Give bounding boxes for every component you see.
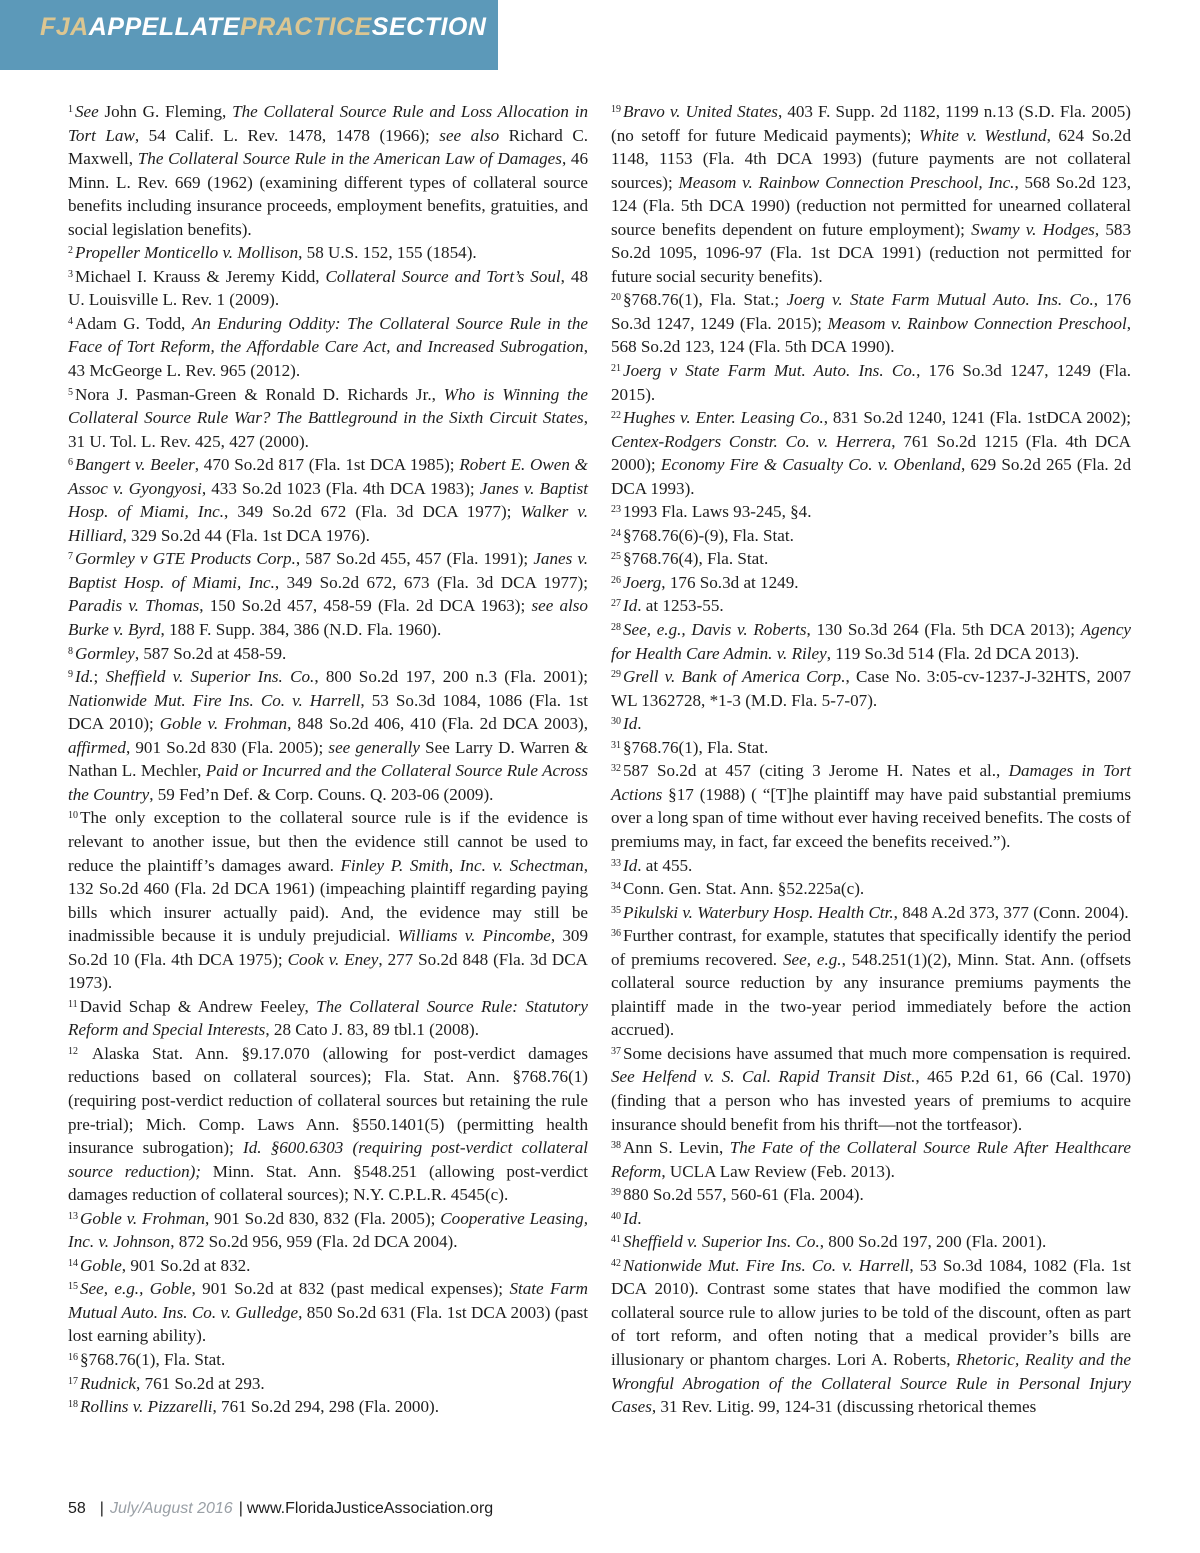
- footnote-text: , 568 So.2d 123, 124 (Fla. 5th DCA 1990) (reduction not permitted for unearned collateral source benefits dependent on future employment);: [611, 172, 1131, 239]
- footnote-text: . at 455.: [637, 855, 693, 875]
- footnote-text: , 583 So.2d 1095, 1096-97 (Fla. 1st DCA 1991) (reduction not permitted for future social security benefits).: [611, 219, 1131, 286]
- footnote-italic-text: State Farm Mutual Auto. Ins. Co. v. Gulledge: [68, 1279, 588, 1322]
- footnote-italic-text: Goble v. Frohman: [80, 1208, 206, 1228]
- footnote-italic-text: White v. Westlund: [918, 125, 1047, 145]
- footnote-text: §768.76(1), Fla. Stat.;: [623, 290, 787, 310]
- footnote-italic-text: Rhetoric, Reality and the Wrongful Abrogation of the Collateral Source Rule in Personal Injury Cases: [611, 1349, 1132, 1417]
- footnote-text: , 176 So.3d 1247, 1249 (Fla. 2015);: [611, 290, 1131, 333]
- footnote-number: 36: [611, 928, 621, 940]
- footnote-italic-text: Nationwide Mut. Fire Ins. Co. v. Harrell: [68, 690, 361, 710]
- footnote-text: , 850 So.2d 631 (Fla. 1st DCA 2003) (past lost earning ability).: [68, 1302, 588, 1346]
- footnote-italic-text: Collateral Source and Tort’s Soul: [325, 266, 561, 286]
- footnote-italic-text: Cook v. Eney: [287, 949, 379, 969]
- footnote-number: 9: [68, 669, 73, 681]
- footnote-italic-text: Paradis v. Thomas: [68, 596, 200, 616]
- footnote-text: , 48 U. Louisville L. Rev. 1 (2009).: [68, 266, 588, 310]
- footnote-italic-text: Measom v. Rainbow Connection Preschool, Inc.: [678, 172, 1015, 192]
- footnote-text: , 58 U.S. 152, 155 (1854).: [298, 243, 477, 263]
- footnote: [611, 618, 1131, 665]
- footnote: [611, 1183, 1131, 1207]
- footnote-number: 41: [611, 1234, 621, 1246]
- footnote-text: , 800 So.2d 197, 200 n.3 (Fla. 2001);: [314, 667, 589, 687]
- footnote: [611, 100, 1131, 288]
- footnote-number: 29: [611, 669, 621, 681]
- footnote-italic-text: Goble: [80, 1255, 122, 1275]
- footnote-italic-text: See, e.g., Davis v. Roberts: [623, 620, 807, 640]
- footnote-text: Minn. Stat. Ann. §548.251 (allowing post-verdict damages reduction of collateral sources); N.Y. C.P.L.R. 4545(c).: [68, 1161, 588, 1205]
- footnote: [611, 1207, 1131, 1231]
- footnote-number: 14: [68, 1257, 78, 1269]
- footnote: [611, 901, 1131, 925]
- footnote-text: , 470 So.2d 817 (Fla. 1st DCA 1985);: [194, 455, 460, 475]
- footnote-number: 22: [611, 410, 621, 422]
- footnote-text: John G. Fleming,: [98, 102, 233, 121]
- footnote-text: See Larry D. Warren & Nathan L. Mechler,: [68, 737, 588, 781]
- footnote-number: 13: [68, 1210, 78, 1222]
- footnote-italic-text: Id.: [75, 667, 94, 687]
- footnote-number: 34: [611, 881, 621, 893]
- footnote: [611, 406, 1131, 500]
- footnote-text: Nora J. Pasman-Green & Ronald D. Richards Jr.,: [75, 384, 444, 404]
- section-title-practice: PRACTICE: [240, 13, 372, 41]
- footnote-number: 37: [611, 1045, 621, 1057]
- footnote: [68, 1277, 588, 1348]
- footnote-text: , 848 So.2d 406, 410 (Fla. 2d DCA 2003),: [287, 714, 589, 734]
- footnote-italic-text: Robert E. Owen & Assoc v. Gyongyosi: [68, 455, 588, 498]
- footnote-italic-text: Sheffield v. Superior Ins. Co.: [105, 667, 315, 687]
- footnote-italic-text: Rollins v. Pizzarelli: [80, 1397, 213, 1417]
- footnote-text: 587 So.2d at 457 (citing 3 Jerome H. Nates et al.,: [623, 761, 1009, 781]
- footnote-italic-text: Paid or Incurred and the Collateral Source Rule Across the Country: [68, 761, 588, 804]
- footnote-italic-text: Gormley v GTE Products Corp.: [75, 549, 296, 569]
- footnote-text: , 28 Cato J. 83, 89 tbl.1 (2008).: [265, 1020, 480, 1040]
- footnote: [611, 547, 1131, 571]
- footnote-text: §768.76(6)-(9), Fla. Stat.: [623, 525, 794, 545]
- footnote-number: 7: [68, 551, 73, 563]
- footnote-text: §768.76(1), Fla. Stat.: [623, 737, 769, 757]
- footnote-italic-text: Id. §600.6303 (requiring post-verdict collateral source reduction);: [68, 1138, 588, 1181]
- footnote-text: Alaska Stat. Ann. §9.17.070 (allowing for post-verdict damages reductions based on collateral sources); Fla. Stat. Ann. §768.76(1) (requiring post-verdict reduction of collateral sources but retaining the rule pre-trial); Mich. Comp. Laws Ann. §550.1401(5) (permitting health insurance subrogation);: [68, 1043, 588, 1158]
- footnote-italic-text: Nationwide Mut. Fire Ins. Co. v. Harrell: [623, 1255, 910, 1275]
- footnote-italic-text: Hughes v. Enter. Leasing Co.: [623, 408, 824, 428]
- footnote-text: , 901 So.2d at 832 (past medical expenses);: [191, 1279, 510, 1299]
- footnote-text: , 848 A.2d 373, 377 (Conn. 2004).: [893, 902, 1129, 922]
- footnote-text: , 31 U. Tol. L. Rev. 425, 427 (2000).: [68, 408, 588, 451]
- footnote-text: Richard C. Maxwell,: [68, 125, 588, 169]
- footnote-italic-text: Goble v. Frohman: [159, 714, 288, 734]
- footnote-italic-text: Pikulski v. Waterbury Hosp. Health Ctr.: [623, 902, 894, 922]
- footnote-italic-text: affirmed: [68, 737, 126, 757]
- footnote-text: .: [637, 1208, 642, 1228]
- footnote: [68, 312, 588, 383]
- footnote-text: Some decisions have assumed that much more compensation is required.: [623, 1043, 1131, 1063]
- footnote-italic-text: Finley P. Smith, Inc. v. Schectman: [340, 855, 584, 875]
- footnote-text: , 119 So.3d 514 (Fla. 2d DCA 2013).: [826, 643, 1080, 663]
- footnote: [611, 594, 1131, 618]
- footnote-number: 40: [611, 1210, 621, 1222]
- footnote-number: 4: [68, 315, 73, 327]
- footnote: [68, 100, 588, 241]
- footnote-italic-text: Agency for Health Care Admin. v. Riley: [611, 620, 1131, 663]
- footnote-italic-text: Williams v. Pincombe: [397, 926, 551, 946]
- footnote-text: , 433 So.2d 1023 (Fla. 4th DCA 1983);: [201, 478, 480, 498]
- footnote: [611, 500, 1131, 524]
- footnote: [68, 665, 588, 806]
- footnote-text: , 31 Rev. Litig. 99, 124-31 (discussing rhetorical themes: [651, 1397, 1037, 1417]
- footnote: [611, 665, 1131, 712]
- footnote-text: ;: [93, 667, 106, 687]
- footnote-text: , 349 So.2d 672, 673 (Fla. 3d DCA 1977);: [274, 572, 588, 592]
- footnotes-left-column: [68, 100, 588, 1419]
- footnote-text: , 568 So.2d 123, 124 (Fla. 5th DCA 1990).: [611, 313, 1131, 357]
- footnote-text: , 629 So.2d 265 (Fla. 2d DCA 1993).: [611, 455, 1132, 498]
- footnote-text: Further contrast, for example, statutes that specifically identify the period of premiums recovered.: [611, 926, 1131, 969]
- footnote-number: 20: [611, 292, 621, 304]
- footnote: [611, 524, 1131, 548]
- footnote-number: 26: [611, 574, 621, 586]
- footnote: [611, 359, 1131, 406]
- footnote-italic-text: Janes v. Baptist Hosp. of Miami, Inc.: [68, 549, 589, 592]
- footnote-number: 42: [611, 1257, 621, 1269]
- footnote-italic-text: see also: [439, 125, 500, 145]
- section-title-fja: FJA: [40, 13, 89, 41]
- footnote-text: , 277 So.2d 848 (Fla. 3d DCA 1973).: [68, 949, 588, 993]
- footnote-text: , 761 So.2d 294, 298 (Fla. 2000).: [212, 1397, 439, 1417]
- footnote-text: , 46 Minn. L. Rev. 669 (1962) (examining different types of collateral source benefits including insurance proceeds, employment benefits, gratuities, and social legislation benefits).: [68, 149, 589, 239]
- footnote: [68, 1395, 588, 1419]
- footnote: [68, 1254, 588, 1278]
- footnote-number: 16: [68, 1351, 78, 1363]
- footnote-text: , 132 So.2d 460 (Fla. 2d DCA 1961) (impeaching plaintiff regarding paying bills which insurer actually paid). And, the evidence may still be inadmissible because it is unduly prejudicial.: [68, 855, 588, 946]
- footnote-number: 31: [611, 739, 621, 751]
- footnote-number: 32: [611, 763, 621, 775]
- footnote-text: , 761 So.2d 1215 (Fla. 4th DCA 2000);: [611, 431, 1131, 475]
- footnote-number: 33: [611, 857, 621, 869]
- footnote-text: , 465 P.2d 61, 66 (Cal. 1970) (finding that a person who has invested years of premiums to acquire insurance should benefit from his thrift—not the tortfeasor).: [611, 1067, 1131, 1134]
- footnote: [68, 1207, 588, 1254]
- page-number: 58: [68, 1500, 86, 1517]
- footnote-text: , 130 So.3d 264 (Fla. 5th DCA 2013);: [806, 620, 1081, 640]
- footnote-italic-text: Joerg v. State Farm Mutual Auto. Ins. Co.: [786, 290, 1094, 310]
- footnote-number: 27: [611, 598, 621, 610]
- footnote-number: 25: [611, 551, 621, 563]
- footnote-number: 17: [68, 1375, 78, 1387]
- footnote: [611, 736, 1131, 760]
- footnote-italic-text: Janes v. Baptist Hosp. of Miami, Inc.: [68, 478, 588, 522]
- footnote: [611, 759, 1131, 853]
- footnote: [611, 1042, 1131, 1136]
- footnote-italic-text: Damages in Tort Actions: [611, 761, 1131, 804]
- footnote-italic-text: See, e.g., Goble: [80, 1279, 192, 1299]
- footnote-text: , UCLA Law Review (Feb. 2013).: [661, 1161, 895, 1181]
- footnote-number: 12: [68, 1045, 78, 1057]
- footnote: [611, 1230, 1131, 1254]
- footnote-italic-text: Id: [623, 1208, 638, 1228]
- footnote: [68, 547, 588, 641]
- footnote-italic-text: Bravo v. United States: [623, 102, 778, 121]
- footnote: [611, 571, 1131, 595]
- footer-separator: |: [238, 1500, 243, 1517]
- footnote-number: 19: [611, 104, 621, 115]
- footnote-italic-text: Grell v. Bank of America Corp.: [623, 667, 846, 687]
- footnote-italic-text: Sheffield v. Superior Ins. Co.: [623, 1232, 820, 1252]
- footnote: [611, 1136, 1131, 1183]
- footnotes-right-column: [611, 100, 1131, 1419]
- footnote-text: , 587 So.2d 455, 457 (Fla. 1991);: [295, 549, 534, 569]
- footnote-italic-text: Joerg v State Farm Mut. Auto. Ins. Co.: [623, 361, 917, 381]
- footnote-italic-text: The Collateral Source Rule in the American Law of Damages: [137, 149, 562, 169]
- footnote-italic-text: Economy Fire & Casualty Co. v. Obenland: [660, 455, 961, 475]
- footnote-text: , 587 So.2d at 458-59.: [134, 643, 287, 663]
- page-footer: [68, 1500, 493, 1518]
- footnote-number: 3: [68, 268, 73, 280]
- footnote-italic-text: See Helfend v. S. Cal. Rapid Transit Dist.: [611, 1067, 916, 1087]
- footnote-italic-text: Who is Winning the Collateral Source Rule War? The Battleground in the Sixth Circuit States: [68, 384, 589, 428]
- footnote-number: 18: [68, 1399, 78, 1411]
- footnote-italic-text: Rudnick: [80, 1373, 137, 1393]
- footnote-text: , 831 So.2d 1240, 1241 (Fla. 1stDCA 2002);: [823, 408, 1131, 428]
- footnote-text: , 403 F. Supp. 2d 1182, 1199 n.13 (S.D. Fla. 2005) (no setoff for future Medicaid payments);: [611, 102, 1131, 145]
- footnote-number: 38: [611, 1140, 621, 1152]
- footnote-text: Ann S. Levin,: [623, 1138, 730, 1158]
- section-title: [40, 13, 486, 42]
- footnote-italic-text: The Collateral Source Rule: Statutory Reform and Special Interests: [68, 996, 588, 1040]
- footnote-number: 5: [68, 386, 73, 398]
- footnote-text: , 53 So.3d 1084, 1082 (Fla. 1st DCA 2010). Contrast some states that have modified the common law collateral source rule to allow juries to be told of the discount, often as part of tort reform, and often noting that a medical provider’s bills are illusionary or phantom charges. Lori A. Roberts,: [611, 1255, 1131, 1369]
- footnote-text: , 43 McGeorge L. Rev. 965 (2012).: [68, 337, 588, 381]
- footnote: [611, 712, 1131, 736]
- footnote-text: Adam G. Todd,: [75, 313, 192, 333]
- footnote: [611, 877, 1131, 901]
- footnote-italic-text: Walker v. Hilliard: [68, 502, 588, 545]
- footnote: [68, 241, 588, 265]
- footnote-text: , 176 So.3d 1247, 1249 (Fla. 2015).: [611, 361, 1131, 404]
- footnote-number: 35: [611, 904, 621, 916]
- issue-date: July/August 2016: [109, 1500, 233, 1517]
- footnote-text: .: [637, 714, 642, 734]
- footnote-italic-text: The Fate of the Collateral Source Rule After Healthcare Reform: [611, 1138, 1132, 1181]
- footnote-text: The only exception to the collateral source rule is if the evidence is relevant to another issue, but then the evidence still cannot be used to reduce the plaintiff’s damages award.: [68, 808, 588, 875]
- footer-separator: |: [99, 1500, 104, 1517]
- footnote-number: 30: [611, 716, 621, 728]
- footnote: [68, 1348, 588, 1372]
- footnote-italic-text: Joerg: [623, 572, 662, 592]
- footnote-italic-text: An Enduring Oddity: The Collateral Source Rule in the Face of Tort Reform, the Affordable Care Act, and Increased Subrogation: [68, 313, 588, 357]
- footnote-text: , 176 So.3d at 1249.: [661, 572, 799, 592]
- footnote: [611, 1254, 1131, 1419]
- footnote-text: §768.76(4), Fla. Stat.: [623, 549, 769, 569]
- footnote-number: 21: [611, 363, 621, 375]
- footnote: [68, 265, 588, 312]
- footnote-italic-text: Gormley: [75, 643, 135, 663]
- footnote-text: , 150 So.2d 457, 458-59 (Fla. 2d DCA 1963);: [199, 596, 532, 616]
- footnote-italic-text: Bangert v. Beeler: [75, 455, 195, 475]
- footnote-number: 15: [68, 1281, 78, 1293]
- footnote-number: 39: [611, 1187, 621, 1199]
- footnote: [68, 995, 588, 1042]
- footnote-number: 6: [68, 457, 73, 469]
- footnote-text: §17 (1988) ( “[T]he plaintiff may have paid substantial premiums over a long span of time without ever having received benefits. The costs of premiums may, in fact, far exceed the benefits received.”).: [611, 784, 1131, 851]
- footnote: [68, 642, 588, 666]
- footnote-italic-text: Measom v. Rainbow Connection Preschool: [827, 313, 1127, 333]
- footnote-text: , 349 So.2d 672 (Fla. 3d DCA 1977);: [223, 502, 521, 522]
- footnote-italic-text: See, e.g.: [782, 949, 842, 969]
- footnote: [611, 288, 1131, 359]
- footnote-number: 28: [611, 622, 621, 634]
- footnote-text: , 901 So.2d 830, 832 (Fla. 2005);: [205, 1208, 441, 1228]
- footnote-text: , 54 Calif. L. Rev. 1478, 1478 (1966);: [134, 125, 440, 145]
- footnote-number: 24: [611, 527, 621, 539]
- footnote-text: 880 So.2d 557, 560-61 (Fla. 2004).: [623, 1185, 864, 1205]
- footnote-text: , 761 So.2d at 293.: [136, 1373, 265, 1393]
- footnote-text: , 59 Fed’n Def. & Corp. Couns. Q. 203-06 (2009).: [149, 784, 494, 804]
- footnote-text: . at 1253-55.: [637, 596, 724, 616]
- footnote-italic-text: See: [75, 102, 99, 121]
- footnote-italic-text: Id: [623, 596, 638, 616]
- footnote: [68, 453, 588, 547]
- footnote-text: , 188 F. Supp. 384, 386 (N.D. Fla. 1960).: [160, 620, 442, 640]
- section-title-appellate: APPELLATE: [88, 13, 240, 41]
- footnote-italic-text: Centex-Rodgers Constr. Co. v. Herrera: [611, 431, 892, 451]
- footnote-italic-text: Id: [623, 714, 638, 734]
- footnote-text: §768.76(1), Fla. Stat.: [80, 1349, 226, 1369]
- footnote-text: David Schap & Andrew Feeley,: [79, 996, 317, 1016]
- footnote-text: , 901 So.2d 830 (Fla. 2005);: [125, 737, 329, 757]
- footnote-number: 8: [68, 645, 73, 657]
- footnote: [68, 383, 588, 454]
- footnote-text: , 548.251(1)(2), Minn. Stat. Ann. (offsets collateral source reduction by any insurance premiums payments the plaintiff made in the two-year period immediately before the action accrued).: [611, 949, 1131, 1040]
- footnote-number: 1: [68, 104, 73, 115]
- footnote-text: 1993 Fla. Laws 93-245, §4.: [623, 502, 812, 522]
- footnote: [611, 854, 1131, 878]
- footnote-italic-text: Id: [623, 855, 638, 875]
- footnote-italic-text: Swamy v. Hodges: [971, 219, 1095, 239]
- footnote-text: , 872 So.2d 956, 959 (Fla. 2d DCA 2004).: [170, 1232, 458, 1252]
- footnote-italic-text: The Collateral Source Rule and Loss Allocation in Tort Law: [68, 102, 588, 145]
- footnote-text: , 624 So.2d 1148, 1153 (Fla. 4th DCA 1993) (future payments are not collateral sources);: [611, 125, 1131, 192]
- footnote-text: , 901 So.2d at 832.: [121, 1255, 251, 1275]
- footnote-text: Conn. Gen. Stat. Ann. §52.225a(c).: [623, 879, 865, 899]
- footnote: [611, 924, 1131, 1042]
- website-url: www.FloridaJusticeAssociation.org: [246, 1500, 494, 1517]
- footnote-italic-text: Propeller Monticello v. Mollison: [75, 243, 299, 263]
- section-banner: [0, 0, 498, 70]
- footnote-number: 10: [68, 810, 78, 822]
- footnote-text: , 309 So.2d 10 (Fla. 4th DCA 1975);: [68, 926, 588, 969]
- footnote-text: Michael I. Krauss & Jeremy Kidd,: [75, 266, 326, 286]
- footnote-number: 23: [611, 504, 621, 516]
- footnote-text: , Case No. 3:05-cv-1237-J-32HTS, 2007 WL 1362728, *1-3 (M.D. Fla. 5-7-07).: [611, 667, 1131, 710]
- footnote-number: 2: [68, 245, 73, 257]
- footnote-number: 11: [68, 998, 78, 1010]
- footnote-italic-text: Cooperative Leasing, Inc. v. Johnson: [68, 1208, 588, 1252]
- footnote-text: , 800 So.2d 197, 200 (Fla. 2001).: [819, 1232, 1047, 1252]
- footnote-italic-text: see also Burke v. Byrd: [68, 596, 588, 640]
- footnote-text: , 53 So.3d 1084, 1086 (Fla. 1st DCA 2010);: [68, 690, 588, 734]
- footnote-text: , 329 So.2d 44 (Fla. 1st DCA 1976).: [122, 525, 370, 545]
- footnote: [68, 806, 588, 994]
- footnote: [68, 1042, 588, 1207]
- section-title-section: SECTION: [371, 13, 487, 41]
- footnote-italic-text: see generally: [328, 737, 420, 757]
- footnote: [68, 1372, 588, 1396]
